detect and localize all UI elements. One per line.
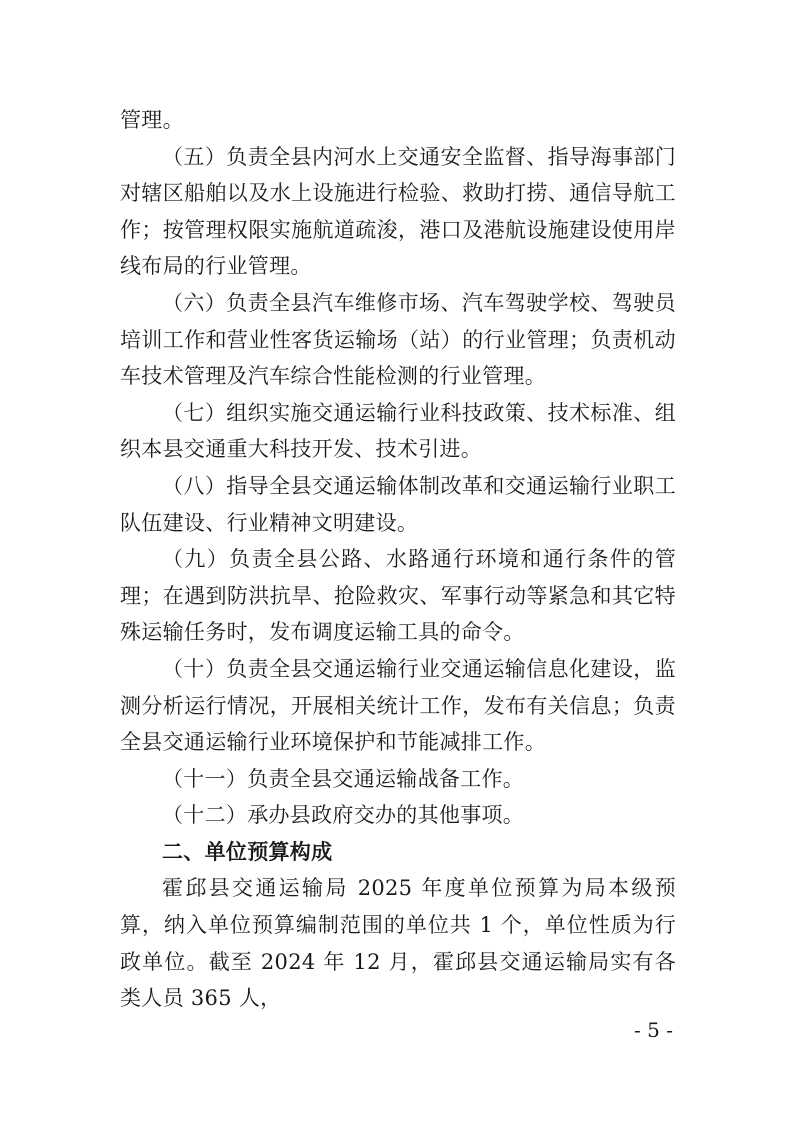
paragraph-item-8: （八）指导全县交通运输体制改革和交通运输行业职工队伍建设、行业精神文明建设。	[120, 473, 676, 535]
paragraph-item-9: （九）负责全县公路、水路通行环境和通行条件的管理；在遇到防洪抗旱、抢险救灾、军事行动等紧急和其它特殊运输任务时，发布调度运输工具的命令。	[120, 547, 676, 645]
paragraph-item-11: （十一）负责全县交通运输战备工作。	[162, 766, 525, 791]
paragraph-item-10: （十）负责全县交通运输行业交通运输信息化建设，监测分析运行情况，开展相关统计工作，发布有关信息；负责全县交通运输行业环境保护和节能减排工作。	[120, 656, 676, 755]
page-number: - 5 -	[634, 1018, 673, 1042]
section-heading: 二、单位预算构成	[162, 839, 333, 864]
paragraph-item-6: （六）负责全县汽车维修市场、汽车驾驶学校、驾驶员培训工作和营业性客货运输场（站）的行业管理；负责机动车技术管理及汽车综合性能检测的行业管理。	[120, 290, 676, 389]
paragraph-item-5: （五）负责全县内河水上交通安全监督、指导海事部门对辖区船舶以及水上设施进行检验、救助打捞、通信导航工作；按管理权限实施航道疏浚，港口及港航设施建设使用岸线布局的行业管理。	[120, 144, 676, 279]
paragraph-continuation: 管理。	[120, 108, 184, 132]
paragraph-item-12: （十二）承办县政府交办的其他事项。	[162, 803, 525, 828]
paragraph-item-7: （七）组织实施交通运输行业科技政策、技术标准、组织本县交通重大科技开发、技术引进。	[120, 400, 676, 462]
paragraph-budget-composition: 霍邱县交通运输局 2025 年度单位预算为局本级预算，纳入单位预算编制范围的单位共 1 个，单位性质为行政单位。截至 2024 年 12 月，霍邱县交通运输局实有各类人员 365 人，	[120, 876, 676, 1011]
body-text	[120, 102, 676, 1017]
